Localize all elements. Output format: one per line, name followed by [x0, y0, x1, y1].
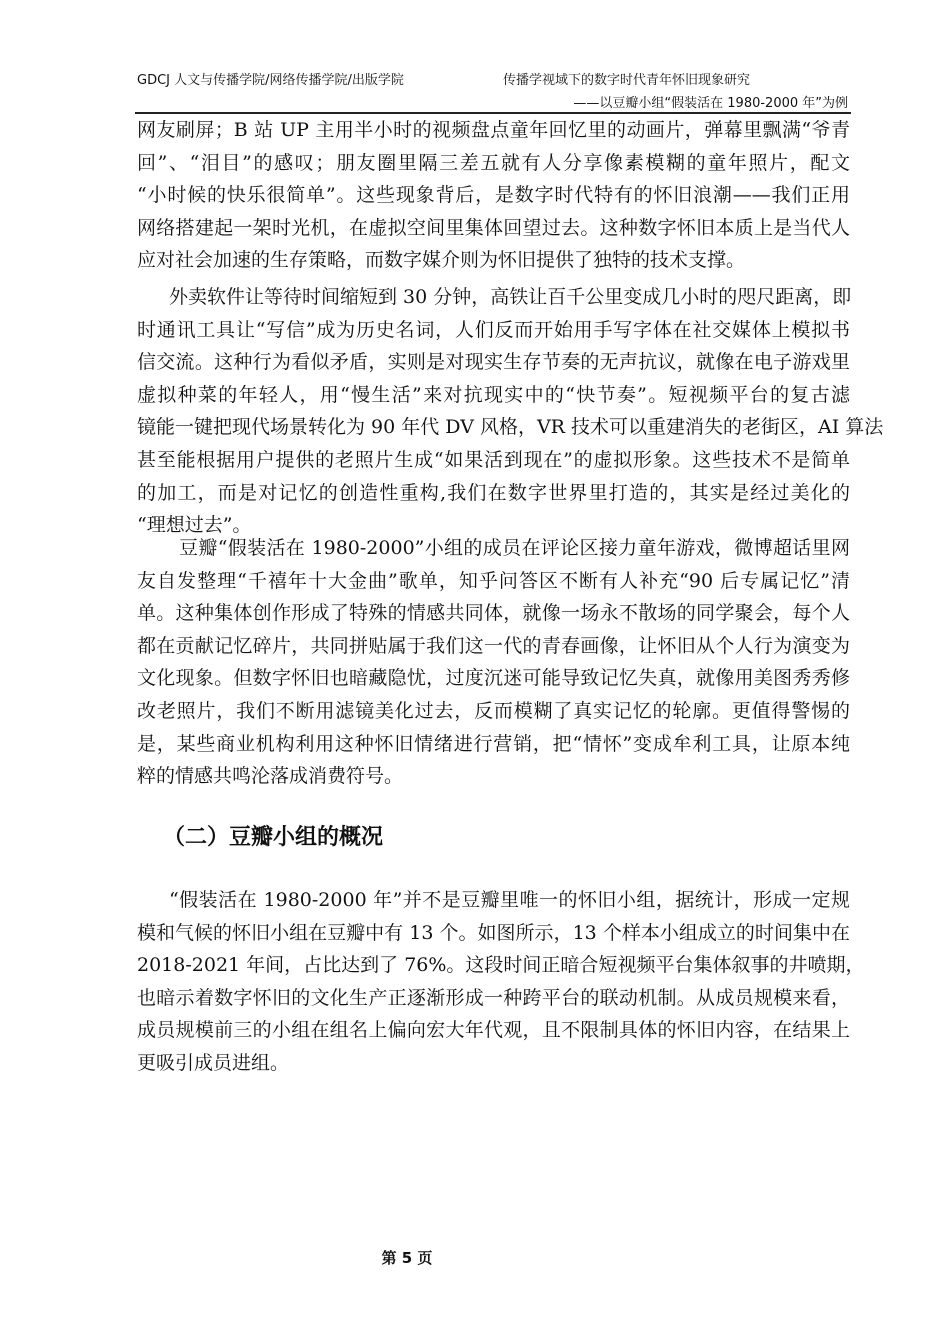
paragraph-line: “理想过去”。	[137, 514, 252, 537]
paragraph-line: “小时候的快乐很简单”。这些现象背后，是数字时代特有的怀旧浪潮——我们正用	[137, 184, 850, 207]
paragraph-line: 也暗示着数字怀旧的文化生产正逐渐形成一种跨平台的联动机制。从成员规模来看，	[137, 986, 850, 1009]
header-institution: GDCJ 人文与传播学院/网络传播学院/出版学院	[137, 73, 404, 88]
paragraph-line: 是，某些商业机构利用这种怀旧情绪进行营销，把“情怀”变成牟利工具，让原本纯	[137, 732, 850, 755]
header-rule	[135, 112, 851, 114]
paragraph-line: 成员规模前三的小组在组名上偏向宏大年代观，且不限制具体的怀旧内容，在结果上	[137, 1019, 850, 1042]
paragraph-line: 文化现象。但数字怀旧也暗藏隐忧，过度沉迷可能导致记忆失真，就像用美图秀秀修	[137, 667, 850, 690]
paragraph-line: 镜能一键把现代场景转化为 90 年代 DV 风格，VR 技术可以重建消失的老街区，AI 算法	[137, 416, 884, 439]
paragraph-line: 应对社会加速的生存策略，而数字媒介则为怀旧提供了独特的技术支撑。	[137, 249, 746, 272]
page-number: 第 5 页	[381, 1249, 433, 1267]
section-heading: （二）豆瓣小组的概况	[163, 825, 384, 850]
paragraph-line: 甚至能根据用户提供的老照片生成“如果活到现在”的虚拟形象。这些技术不是简单	[137, 449, 850, 471]
paragraph-line: 都在贡献记忆碎片，共同拼贴属于我们这一代的青春画像，让怀旧从个人行为演变为	[137, 634, 850, 657]
paragraph-line: 单。这种集体创作形成了特殊的情感共同体，就像一场永不散场的同学聚会，每个人	[137, 602, 850, 625]
paragraph-line: 模和气候的怀旧小组在豆瓣中有 13 个。如图所示，13 个样本小组成立的时间集中在	[137, 921, 850, 944]
paragraph-line: 虚拟种菜的年轻人，用“慢生活”来对抗现实中的“快节奏”。短视频平台的复古滤	[137, 383, 850, 406]
paragraph-line: 时通讯工具让“写信”成为历史名词，人们反而开始用手写字体在社交媒体上模拟书	[137, 318, 850, 341]
paragraph-line: “假装活在 1980-2000 年”并不是豆瓣里唯一的怀旧小组，据统计，形成一定规	[169, 889, 850, 911]
paragraph-line: 网友刷屏；B 站 UP 主用半小时的视频盘点童年回忆里的动画片，弹幕里飘满“爷青	[137, 119, 850, 141]
paragraph-line: 2018-2021 年间，占比达到了 76%。这段时间正暗合短视频平台集体叙事的井喷期，	[137, 954, 865, 977]
header-title: 传播学视域下的数字时代青年怀旧现象研究	[503, 73, 751, 88]
paragraph-line: 改老照片，我们不断用滤镜美化过去，反而模糊了真实记忆的轮廓。更值得警惕的	[137, 700, 850, 722]
paragraph-line: 外卖软件让等待时间缩短到 30 分钟，高铁让百千公里变成几小时的咫尺距离，即	[169, 286, 852, 308]
paragraph-line: 友自发整理“千禧年十大金曲”歌单，知乎问答区不断有人补充“90 后专属记忆”清	[137, 569, 850, 592]
paragraph-line: 豆瓣“假装活在 1980-2000”小组的成员在评论区接力童年游戏，微博超话里网	[179, 537, 850, 559]
paragraph-line: 信交流。这种行为看似矛盾，实则是对现实生存节奏的无声抗议，就像在电子游戏里	[137, 351, 850, 374]
paragraph-line: 回”、“泪目”的感叹；朋友圈里隔三差五就有人分享像素模糊的童年照片，配文	[137, 151, 850, 174]
paragraph-line: 网络搭建起一架时光机，在虚拟空间里集体回望过去。这种数字怀旧本质上是当代人	[137, 216, 850, 239]
header-subtitle: ——以豆瓣小组“假装活在 1980-2000 年”为例	[573, 96, 848, 111]
paragraph-line: 粹的情感共鸣沦落成消费符号。	[137, 765, 404, 788]
paragraph-line: 更吸引成员进组。	[137, 1052, 290, 1074]
paragraph-line: 的加工，而是对记忆的创造性重构,我们在数字世界里打造的，其实是经过美化的	[137, 481, 850, 504]
